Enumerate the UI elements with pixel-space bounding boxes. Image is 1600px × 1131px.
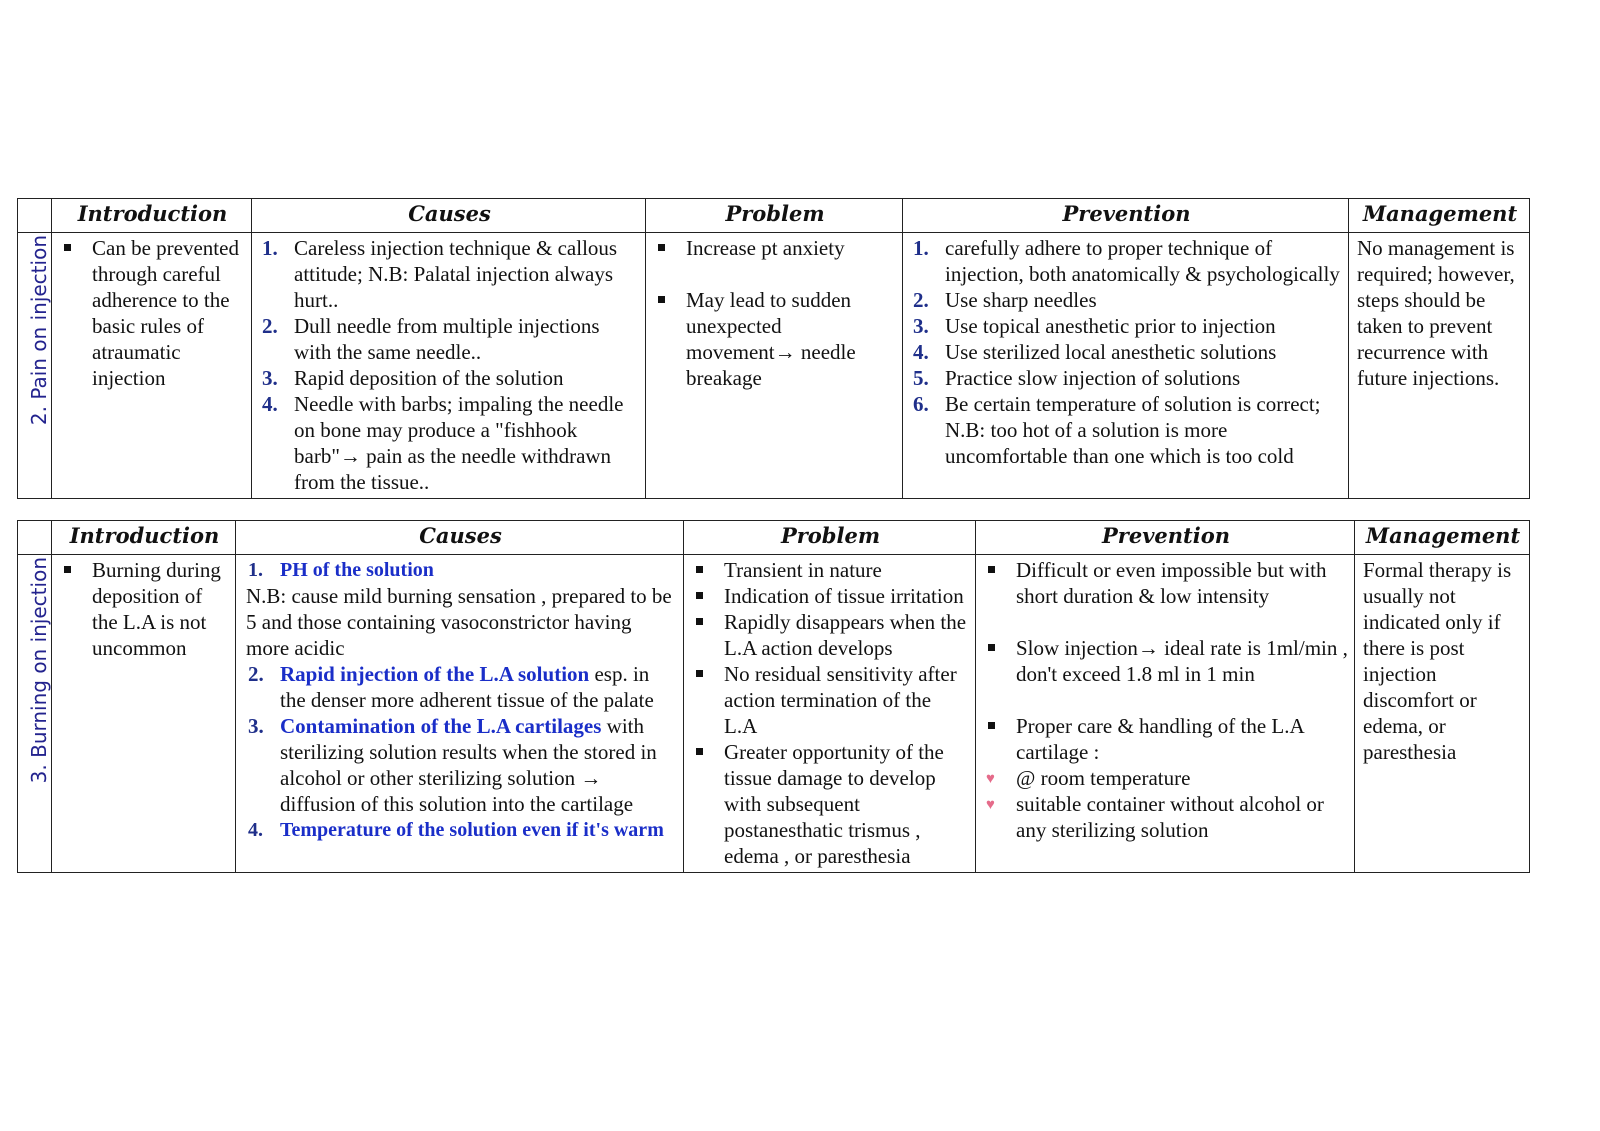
introduction-cell xyxy=(52,555,236,873)
list-item: 4. Needle with barbs; impaling the needle on bone may produce a "fishhook barb"→ pain as the needle withdrawn from the tissue.. xyxy=(262,392,624,494)
list-item: 6. Be certain temperature of solution is correct; N.B: too hot of a solution is more uncomfortable than one which is too cold xyxy=(913,392,1321,468)
list-item: 1. Careless injection technique & callous attitude; N.B: Palatal injection always hurt.. xyxy=(262,236,618,312)
corner-cell xyxy=(18,199,52,233)
list-item: Transient in nature xyxy=(692,557,969,583)
management-cell: No management is required; however, steps should be taken to prevent recurrence with future injections. xyxy=(1349,233,1530,499)
list-item: 1. carefully adhere to proper technique of injection, both anatomically & psychologically xyxy=(913,236,1340,286)
list-item: Slow injection→ ideal rate is 1ml/min , don't exceed 1.8 ml in 1 min xyxy=(984,635,1348,687)
list-item: 5. Practice slow injection of solutions xyxy=(913,366,1241,390)
list-item: Increase pt anxiety xyxy=(654,235,896,261)
heart-bullet-icon: ♥ xyxy=(986,797,995,813)
corner-cell xyxy=(18,521,52,555)
header-row xyxy=(18,521,1530,555)
list-item: Indication of tissue irritation xyxy=(692,583,969,609)
side-label: 3. Burning on injection xyxy=(27,557,51,784)
list-item: 3. Use topical anesthetic prior to injection xyxy=(913,314,1276,338)
header-introduction: Introduction xyxy=(52,521,236,555)
problem-cell xyxy=(646,233,903,499)
header-introduction: Introduction xyxy=(52,199,252,233)
side-label-cell xyxy=(18,233,52,499)
causes-cell xyxy=(252,233,646,499)
heart-bullet-icon: ♥ xyxy=(986,771,995,787)
causes-cell xyxy=(236,555,684,873)
header-row xyxy=(18,199,1530,233)
burning-on-injection-table xyxy=(17,520,1530,873)
list-item: ♥ suitable container without alcohol or any sterilizing solution xyxy=(986,792,1324,842)
list-item: 3. Contamination of the L.A cartilages with sterilizing solution results when the stored in alcohol or other sterilizing solution → diffusion of this solution into the cartilage xyxy=(248,714,657,816)
list-item: No residual sensitivity after action termination of the L.A xyxy=(692,661,969,739)
list-item: Proper care & handling of the L.A cartilage : xyxy=(984,713,1348,765)
cause-note: N.B: cause mild burning sensation , prepared to be 5 and those containing vasoconstrictor having more acidic xyxy=(246,584,672,660)
header-problem: Problem xyxy=(646,199,903,233)
list-item: Difficult or even impossible but with short duration & low intensity xyxy=(984,557,1348,609)
list-item: 4. Use sterilized local anesthetic solutions xyxy=(913,340,1277,364)
side-label-cell xyxy=(18,555,52,873)
list-item: 2. Rapid injection of the L.A solution esp. in the denser more adherent tissue of the palate xyxy=(248,662,654,712)
cause-title: Contamination of the L.A cartilages xyxy=(280,714,602,738)
list-item: ♥ @ room temperature xyxy=(986,766,1191,790)
prevention-cell xyxy=(976,555,1355,873)
list-item: May lead to sudden unexpected movement→ needle breakage xyxy=(654,287,896,391)
list-item: 2. Use sharp needles xyxy=(913,288,1097,312)
list-item: 1. PH of the solution xyxy=(248,559,434,581)
header-prevention: Prevention xyxy=(976,521,1355,555)
header-problem: Problem xyxy=(684,521,976,555)
list-item: Can be prevented through careful adherence to the basic rules of atraumatic injection xyxy=(60,235,245,391)
header-causes: Causes xyxy=(252,199,646,233)
list-item: 4. Temperature of the solution even if it's warm xyxy=(248,819,664,841)
side-label: 2. Pain on injection xyxy=(27,235,51,426)
management-cell: Formal therapy is usually not indicated only if there is post injection discomfort or edema, or paresthesia xyxy=(1355,555,1530,873)
header-causes: Causes xyxy=(236,521,684,555)
pain-on-injection-table xyxy=(17,198,1530,499)
cause-title: Rapid injection of the L.A solution xyxy=(280,662,590,686)
list-item: Greater opportunity of the tissue damage to develop with subsequent postanesthatic trismus , edema , or paresthesia xyxy=(692,739,969,869)
cause-title: Temperature of the solution even if it's warm xyxy=(280,819,664,841)
list-item: Burning during deposition of the L.A is not uncommon xyxy=(60,557,229,661)
list-item: 2. Dull needle from multiple injections with the same needle.. xyxy=(262,314,600,364)
header-prevention: Prevention xyxy=(903,199,1349,233)
list-item: Rapidly disappears when the L.A action develops xyxy=(692,609,969,661)
prevention-cell xyxy=(903,233,1349,499)
content-row xyxy=(18,233,1530,499)
content-row xyxy=(18,555,1530,873)
cause-title: PH of the solution xyxy=(280,559,434,581)
introduction-cell xyxy=(52,233,252,499)
problem-cell xyxy=(684,555,976,873)
list-item: 3. Rapid deposition of the solution xyxy=(262,366,564,390)
header-management: Management xyxy=(1349,199,1530,233)
header-management: Management xyxy=(1355,521,1530,555)
